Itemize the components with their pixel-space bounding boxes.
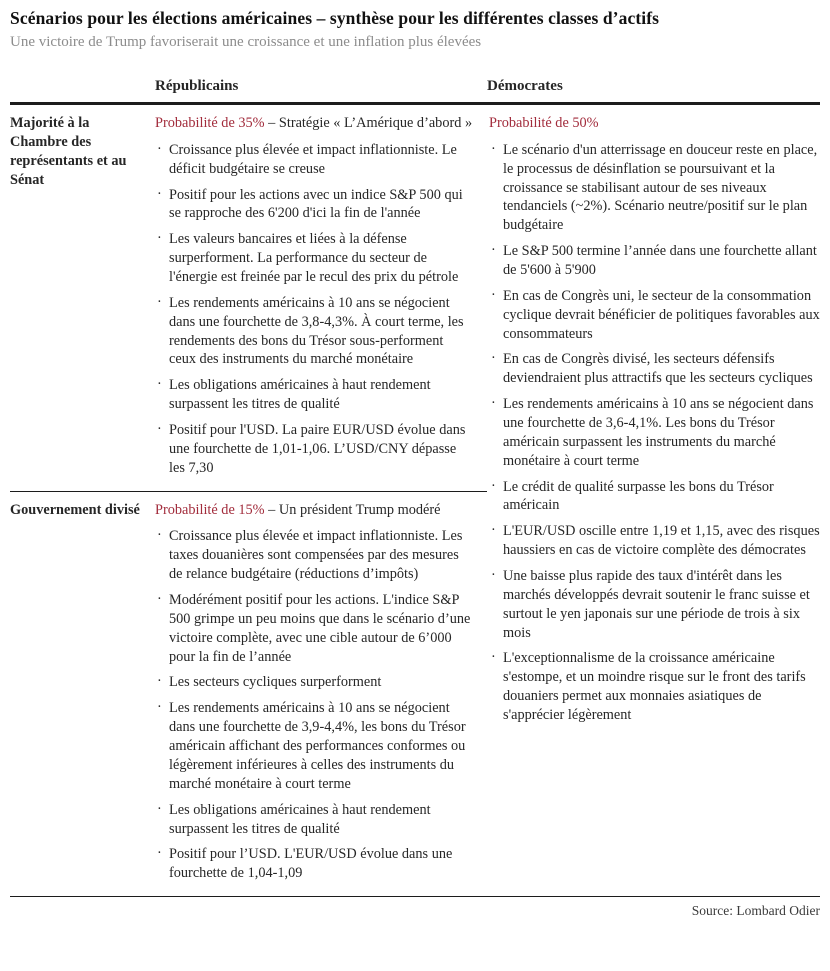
bullet-dot-icon: · [157, 376, 162, 393]
bullet-item [489, 478, 820, 516]
bullet-item [155, 376, 473, 414]
probability-line [489, 114, 820, 133]
bullet-item [155, 801, 473, 839]
bullet-text: Positif pour les actions avec un indice S&P 500 qui se rapproche des 6'200 d'ici la fin de l'année [169, 186, 463, 222]
bullet-text: Modérément positif pour les actions. L'indice S&P 500 grimpe un peu moins que dans le scénario d’une victoire complète, avec une cible autour de 6’000 pour la fin de l’année [169, 592, 471, 665]
bullet-item [155, 141, 473, 179]
table-column-headers [10, 78, 820, 105]
bullet-item [155, 673, 473, 692]
bullet-item [489, 522, 820, 560]
bullet-text: Le scénario d'un atterrissage en douceur reste en place, le processus de désinflation se poursuivant et la croissance se stabilisant autour de ses niveaux tendanciels (~2%). Scénario neutre/positif sur le plan budgétaire [503, 141, 818, 234]
scenario-table [10, 105, 820, 896]
column-header-republicains: Républicains [155, 78, 239, 94]
bullet-text: L'exceptionnalisme de la croissance américaine s'estompe, et un moindre risque sur le front des tarifs douaniers permet aux monnaies asiatiques de s'apprécier légèrement [503, 650, 806, 724]
bullet-item [155, 294, 473, 369]
bullet-dot-icon: · [491, 477, 496, 494]
page-subtitle: Une victoire de Trump favoriserait une croissance et une inflation plus élevées [10, 34, 482, 50]
bullet-item [155, 699, 473, 793]
intro-text: – Stratégie « L’Amérique d’abord » [264, 115, 473, 131]
bullet-text: Le S&P 500 termine l’année dans une fourchette allant de 5'600 à 5'900 [503, 243, 817, 279]
bullet-text: Les secteurs cycliques surperforment [169, 674, 382, 691]
probability-text: Probabilité de 15% [155, 501, 265, 518]
bullet-dot-icon: · [157, 673, 162, 690]
bullet-dot-icon: · [157, 140, 162, 157]
bullet-item [489, 242, 820, 280]
bullet-item [489, 649, 820, 724]
bullet-text: Une baisse plus rapide des taux d'intérêt dans les marchés développés devrait soutenir le franc suisse et surtout le yen japonais sur une période de trois à six mois [503, 568, 810, 641]
intro-text: – Un président Trump modéré [264, 501, 441, 518]
bullet-dot-icon: · [491, 242, 496, 259]
bullet-item [489, 350, 820, 388]
bullet-item [489, 395, 820, 470]
bullet-dot-icon: · [157, 185, 162, 202]
bullet-item [155, 186, 473, 224]
bullet-dot-icon: · [157, 527, 162, 544]
bullet-dot-icon: · [491, 522, 496, 539]
bullet-item [489, 141, 820, 235]
bullet-text: Les rendements américains à 10 ans se négocient dans une fourchette de 3,9-4,4%, les bons du Trésor américain affichant des performances conformes ou légèrement inférieures à celles des instruments du marché monétaire à court terme [169, 700, 466, 792]
cell-republicains-gouvernement-divise [155, 491, 487, 896]
bullet-dot-icon: · [491, 395, 496, 412]
bullet-dot-icon: · [157, 699, 162, 716]
probability-text: Probabilité de 35% [155, 115, 265, 131]
bullet-text: En cas de Congrès divisé, les secteurs défensifs deviendraient plus attractifs que les secteurs cycliques [503, 351, 813, 387]
probability-line [155, 114, 473, 133]
bullet-text: Positif pour l'USD. La paire EUR/USD évolue dans une fourchette de 1,01-1,06. L’USD/CNY dépasse les 7,30 [169, 422, 466, 476]
bullet-item [155, 527, 473, 584]
bullet-dot-icon: · [157, 421, 162, 438]
bullet-dot-icon: · [491, 140, 496, 157]
source-note: Source: Lombard Odier [691, 903, 820, 919]
probability-text: Probabilité de 50% [489, 115, 599, 131]
column-header-spacer [10, 78, 155, 102]
bullet-text: En cas de Congrès uni, le secteur de la consommation cyclique devrait bénéficier de politiques favorables aux consommateurs [503, 287, 820, 342]
column-header-democrates: Démocrates [487, 78, 563, 94]
bullet-text: Les rendements américains à 10 ans se négocient dans une fourchette de 3,6-4,1%. Les bons du Trésor américain surpassent les instruments du marché monétaire à court terme [503, 396, 814, 469]
bullet-dot-icon: · [157, 230, 162, 247]
bullet-text: Croissance plus élevée et impact inflationniste. Les taxes douanières sont compensées par des mesures de relance budgétaire (réductions d’impôts) [169, 528, 463, 583]
bullet-list [155, 527, 473, 883]
bullet-list [489, 141, 820, 725]
bullet-list [155, 141, 473, 478]
bullet-text: Les valeurs bancaires et liées à la défense surperforment. La performance du secteur de l'énergie est freinée par le recul des prix du pétrole [169, 231, 459, 286]
bullet-text: Le crédit de qualité surpasse les bons du Trésor américain [503, 478, 774, 514]
bullet-dot-icon: · [157, 800, 162, 817]
bullet-dot-icon: · [491, 649, 496, 666]
bullet-dot-icon: · [491, 350, 496, 367]
row-label-majorite-chambre-senat: Majorité à la Chambre des représentants et au Sénat [10, 115, 127, 188]
bullet-item [489, 567, 820, 642]
bullet-item [155, 591, 473, 666]
bullet-item [155, 421, 473, 478]
probability-line [155, 501, 473, 520]
bullet-dot-icon: · [491, 567, 496, 584]
page-title: Scénarios pour les élections américaines – synthèse pour les différentes classes d’actifs [10, 8, 660, 28]
bullet-dot-icon: · [157, 591, 162, 608]
cell-republicains-majorite [155, 105, 487, 491]
bullet-item [155, 845, 473, 883]
bullet-text: Les obligations américaines à haut rendement surpassent les titres de qualité [169, 801, 431, 837]
bullet-item [155, 230, 473, 287]
bullet-dot-icon: · [491, 286, 496, 303]
bullet-text: Croissance plus élevée et impact inflationniste. Le déficit budgétaire se creuse [169, 141, 457, 177]
bullet-dot-icon: · [157, 293, 162, 310]
bullet-text: Les obligations américaines à haut rendement surpassent les titres de qualité [169, 377, 431, 413]
bullet-text: Positif pour l’USD. L'EUR/USD évolue dans une fourchette de 1,04-1,09 [169, 846, 453, 882]
cell-democrates [487, 105, 820, 896]
bullet-dot-icon: · [157, 845, 162, 862]
bullet-text: Les rendements américains à 10 ans se négocient dans une fourchette de 3,8-4,3%. À court terme, les rendements des bons du Trésor sous-performent ceux des instruments du marché monétaire [169, 294, 464, 368]
bullet-item [489, 287, 820, 344]
bullet-text: L'EUR/USD oscille entre 1,19 et 1,15, avec des risques haussiers en cas de victoire complète des démocrates [503, 523, 820, 559]
row-label-gouvernement-divise: Gouvernement divisé [10, 491, 155, 896]
